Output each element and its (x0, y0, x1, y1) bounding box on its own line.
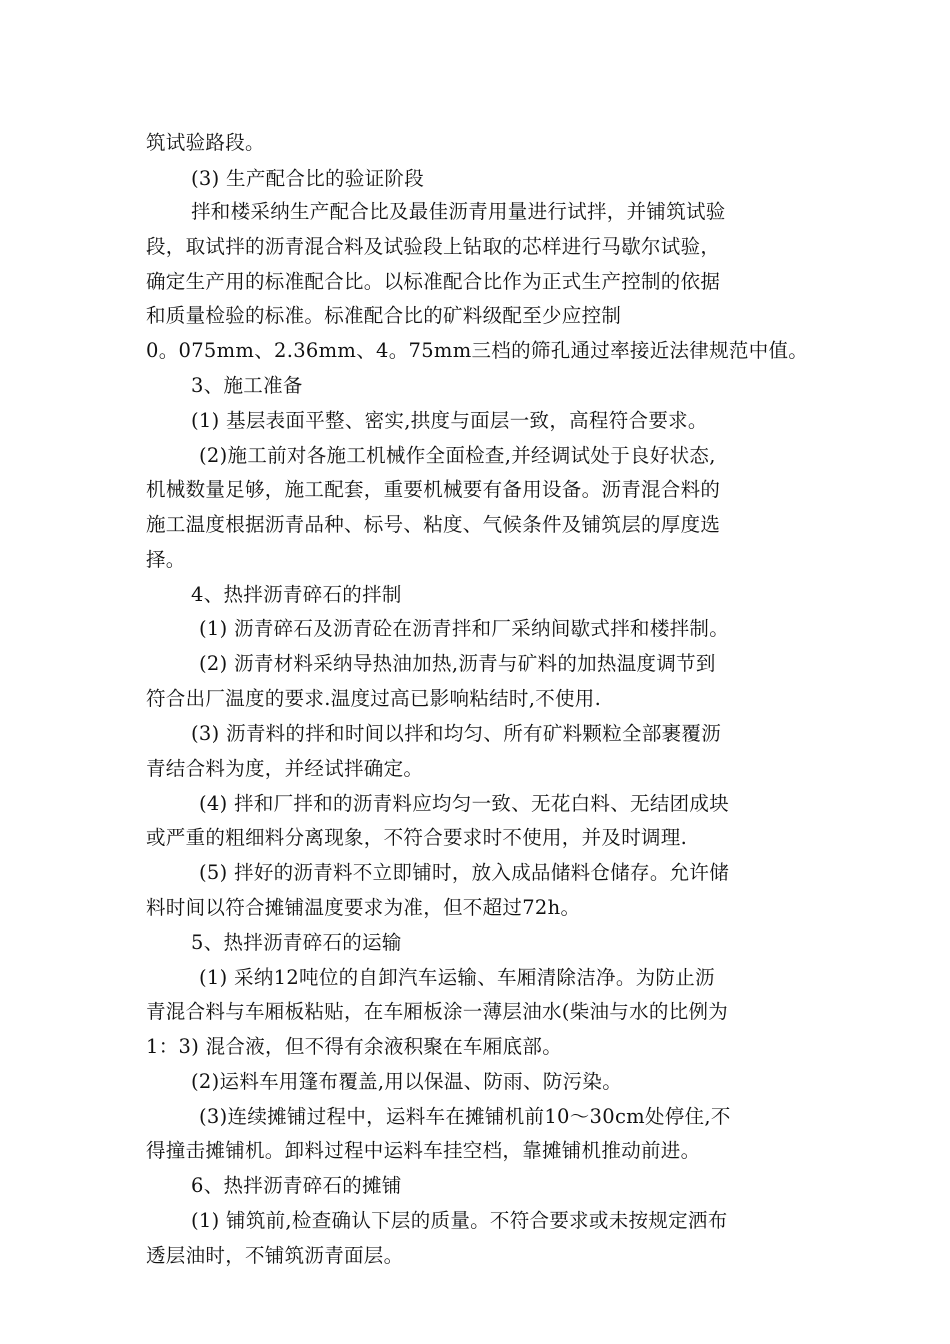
section-heading-3: (3) 生产配合比的验证阶段 (191, 167, 425, 190)
text-line: (1) 铺筑前,检查确认下层的质量。不符合要求或未按规定洒布 (191, 1209, 728, 1232)
section-heading: 3、施工准备 (191, 374, 303, 397)
text-line: 1：3) 混合液，但不得有余液积聚在车厢底部。 (146, 1035, 563, 1058)
text-line: 施工温度根据沥青品种、标号、粘度、气候条件及铺筑层的厚度选 (146, 513, 721, 536)
text-line: (5) 拌好的沥青料不立即铺时，放入成品储料仓储存。允许储 (199, 861, 730, 884)
text-line: 青混合料与车厢板粘贴，在车厢板涂一薄层油水(柴油与水的比例为 (146, 1000, 729, 1023)
text-line: 料时间以符合摊铺温度要求为准，但不超过72h。 (146, 896, 581, 919)
text-line: 得撞击摊铺机。卸料过程中运料车挂空档，靠摊铺机推动前进。 (146, 1139, 701, 1162)
text-line: 青结合料为度，并经试拌确定。 (146, 757, 424, 780)
text-line: (2)施工前对各施工机械作全面检查,并经调试处于良好状态, (199, 444, 716, 467)
text-line: 透层油时，不铺筑沥青面层。 (146, 1244, 404, 1267)
text-line: 0。075mm、2.36mm、4。75mm三档的筛孔通过率接近法律规范中值。 (146, 339, 809, 362)
text-line: (2) 沥青材料采纳导热油加热,沥青与矿料的加热温度调节到 (199, 652, 716, 675)
text-line: 择。 (146, 548, 186, 571)
text-line: (4) 拌和厂拌和的沥青料应均匀一致、无花白料、无结团成块 (199, 792, 730, 815)
text-line: (3)连续摊铺过程中，运料车在摊铺机前10～30cm处停住,不 (199, 1105, 731, 1128)
text-line: 和质量检验的标准。标准配合比的矿料级配至少应控制 (146, 304, 622, 327)
text-line: 拌和楼采纳生产配合比及最佳沥青用量进行试拌，并铺筑试验 (191, 200, 726, 223)
section-heading: 4、热拌沥青碎石的拌制 (191, 583, 402, 606)
text-line: (1) 基层表面平整、密实,拱度与面层一致，高程符合要求。 (191, 409, 708, 432)
text-line: 段，取试拌的沥青混合料及试验段上钻取的芯样进行马歇尔试验， (146, 235, 721, 258)
text-line: (1) 采纳12吨位的自卸汽车运输、车厢清除洁净。为防止沥 (199, 966, 715, 989)
section-heading: 5、热拌沥青碎石的运输 (191, 931, 402, 954)
text-line: 机械数量足够，施工配套，重要机械要有备用设备。沥青混合料的 (146, 478, 721, 501)
text-line: (2)运料车用篷布覆盖,用以保温、防雨、防污染。 (191, 1070, 623, 1093)
section-heading: 6、热拌沥青碎石的摊铺 (191, 1174, 402, 1197)
text-line: (1) 沥青碎石及沥青砼在沥青拌和厂采纳间歇式拌和楼拌制。 (199, 617, 730, 640)
text-line: 符合出厂温度的要求.温度过高已影响粘结时,不使用. (146, 687, 602, 710)
text-line: 确定生产用的标准配合比。以标准配合比作为正式生产控制的依据 (146, 270, 721, 293)
text-line: 筑试验路段。 (146, 131, 265, 154)
text-line: (3) 沥青料的拌和时间以拌和均匀、所有矿料颗粒全部裹覆沥 (191, 722, 722, 745)
text-line: 或严重的粗细料分离现象，不符合要求时不使用，并及时调理. (146, 826, 688, 849)
